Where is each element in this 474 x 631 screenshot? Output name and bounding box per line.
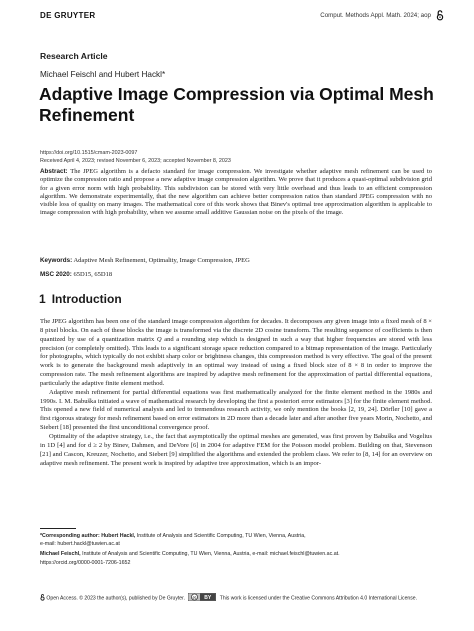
cc-by-badge-icon[interactable] <box>188 593 216 601</box>
orcid-link[interactable]: https://orcid.org/0000-0001-7206-1652 <box>40 559 131 566</box>
cc-badge-label: BY <box>204 595 212 601</box>
paragraph <box>40 318 432 389</box>
journal-citation: Comput. Methods Appl. Math. 2024; aop <box>320 11 431 19</box>
author-list: Michael Feischl and Hubert Hackl* <box>40 70 166 79</box>
svg-text:cc: cc <box>192 595 197 600</box>
open-access-icon <box>40 594 45 601</box>
msc-text: 65D15, 65D18 <box>73 271 113 278</box>
footnote-text: Institute of Analysis and Scientific Computing, TU Wien, Vienna, Austria, <box>135 533 306 539</box>
footnote-label: Michael Feischl, <box>40 551 81 558</box>
section-title: Introduction <box>51 292 122 306</box>
abstract-text: The JPEG algorithm is a defacto standard for image compression. We investigate whether adaptive mesh refinement can be used to optimize the compression ratio and propose a new adaptive image compression algorithm. We prove that it produces a quasi-optimal subdivision grid for a given error norm with high probability. This subdivision can be stored with very little overhead and thus leads to an efficient compression algorithm. We demonstrate experimentally, that the new algorithm can achieve better compression ratios than standard JPEG compression with no visible loss of quality on many images. The mathematical core of this work shows that Binev's optimal tree approximation algorithm is applicable to image compression with high probability, when we assume small additive Gaussian noise on the pixels of the image. <box>40 168 432 217</box>
abstract <box>40 168 432 218</box>
doi-link[interactable]: https://doi.org/10.1515/cmam-2023-0097 <box>40 150 138 156</box>
publication-dates: Received April 4, 2023; revised November 6, 2023; accepted November 8, 2023 <box>40 158 231 165</box>
page-header <box>40 8 444 22</box>
paper-title: Adaptive Image Compression via Optimal Mesh Refinement <box>39 84 434 125</box>
msc-codes <box>40 271 432 279</box>
section-number: 1 <box>39 292 46 306</box>
paragraph-text: and a rounding step which is designed in such a way that higher frequencies are stored with less precision (or completely omitted). This leads to a significant storage space reduction compared to a bitmap representation of the image. Particularly for photographs, which typically do not exhibit sharp color or brightness changes, this compression method is very effective. The goal of the present work is to generate the background mesh adaptively in an optimal way instead of using a fixed block size of 8 × 8 in order to improve the compression rate. The mesh refinement algorithms are inspired by adaptive mesh refinement for the approximation of partial differential equations, particularly the adaptive finite element method. <box>40 335 432 387</box>
footnote-divider <box>40 528 76 529</box>
section-heading <box>39 292 122 306</box>
abstract-label: Abstract: <box>40 168 68 175</box>
publisher-logo: DE GRUYTER <box>40 10 96 20</box>
keywords-text: Adaptive Mesh Refinement, Optimality, Image Compression, JPEG <box>73 257 250 264</box>
license-line <box>40 593 432 603</box>
footnote-text: Institute of Analysis and Scientific Computing, TU Wien, Vienna, Austria, e-mail: michael.feischl@tuwien.ac.at. <box>80 551 340 558</box>
paragraph: Adaptive mesh refinement for partial differential equations was first mathematically analyzed for the finite element method in the 1980s and 1990s. I. M. Babuška initiated a wave of mathematical research by developing the first a posteriori error estimators [3] for the finite element method. This opened a new field of numerical analysis and led to tremendous research activity, we only mention the books [2, 19, 24]. Dörfler [10] gave a first rigorous strategy for mesh refinement based on error estimators in 2D more than a decade later and after another five years Morin, Nochetto, and Siebert [18] presented the first unconditional convergence proof. <box>40 388 432 432</box>
body-text <box>40 318 432 468</box>
license-text-after: This work is licensed under the Creative Commons Attribution 4.0 International License. <box>219 595 418 602</box>
article-meta <box>40 149 231 165</box>
math-symbol: Q <box>156 335 162 343</box>
msc-label: MSC 2020: <box>40 271 72 278</box>
footnote-label: *Corresponding author: Hubert Hackl, <box>40 533 136 539</box>
journal-info <box>320 10 444 21</box>
keywords-label: Keywords: <box>40 257 73 264</box>
keywords <box>40 257 432 265</box>
article-type: Research Article <box>40 51 108 61</box>
corresponding-author-email[interactable]: e-mail: hubert.hackl@tuwien.ac.at <box>40 541 120 548</box>
paragraph: Optimality of the adaptive strategy, i.e., the fact that asymptotically the optimal meshes are generated, was first proven by Babuška and Vogelius in 1D [4] and for d ≥ 2 by Binev, Dahmen, and DeVore [6] in 2004 for adaptive FEM for the Poisson model problem. Building on that, Stevenson [21] and Cascon, Kreuzer, Nochetto, and Siebert [9] simplified the algorithms and extended the problem class. We refer to [8, 14] for an overview on adaptive mesh refinement. The present work is inspired by adaptive tree approximation, which is an impor- <box>40 432 432 467</box>
footnotes <box>40 532 432 567</box>
license-text-before: Open Access. © 2023 the author(s), published by De Gruyter. <box>46 595 185 602</box>
corresponding-author-note <box>40 532 432 540</box>
paragraph-text: The JPEG algorithm has been one of the standard image compression algorithm for decades. It decomposes any given image into a fixed mesh of 8 × 8 pixel blocks. On each of these blocks the image is transformed via the discrete 2D cosine transform. The resulting sequence of coefficients is then quantized by use of a quantization matrix <box>40 318 432 343</box>
author-affiliation-note <box>40 550 432 558</box>
open-access-icon[interactable] <box>436 10 444 21</box>
